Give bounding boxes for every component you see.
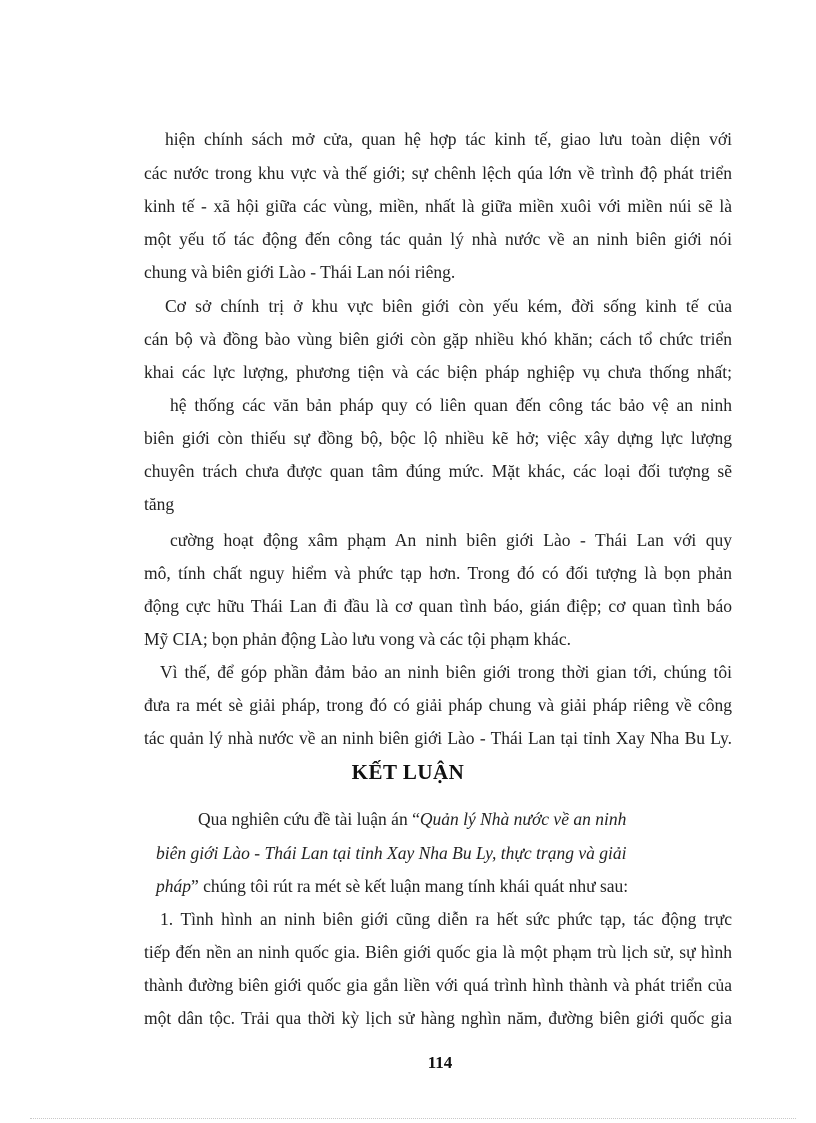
paragraph-line: mô, tính chất nguy hiểm và phức tạp hơn. Trong đó có đối tượng là bọn phản — [144, 563, 732, 583]
intro-closing-text: ” chúng tôi rút ra mét sè kết luận mang tính khái quát như sau: — [191, 876, 629, 896]
paragraph-line: cường hoạt động xâm phạm An ninh biên giới Lào - Thái Lan với quy — [170, 530, 732, 550]
paragraph-line: Mỹ CIA; bọn phản động Lào lưu vong và các tội phạm khác. — [144, 629, 571, 649]
paragraph-line: chuyên trách chưa được quan tâm đúng mức. Mặt khác, các loại đối tượng sẽ — [144, 461, 732, 481]
conclusion-line: một dân tộc. Trải qua thời kỳ lịch sử hàng nghìn năm, đường biên giới quốc gia — [144, 1008, 732, 1028]
paragraph-line: tác quản lý nhà nước về an ninh biên giới Lào - Thái Lan tại tỉnh Xay Nha Bu Ly. — [144, 728, 732, 748]
conclusion-line: 1. Tình hình an ninh biên giới cũng diễn ra hết sức phức tạp, tác động trực — [160, 909, 732, 929]
footer-divider — [30, 1118, 796, 1119]
paragraph-line: cán bộ và đồng bào vùng biên giới còn gặp nhiều khó khăn; cách tổ chức triển — [144, 329, 732, 349]
conclusion-line: tiếp đến nền an ninh quốc gia. Biên giới quốc gia là một phạm trù lịch sử, sự hình — [144, 942, 732, 962]
paragraph-line: kinh tế - xã hội giữa các vùng, miền, nhất là giữa miền xuôi với miền núi sẽ là — [144, 196, 732, 216]
page-number: 114 — [427, 1053, 453, 1072]
section-heading: KẾT LUẬN — [351, 760, 465, 784]
paragraph-line: chung và biên giới Lào - Thái Lan nói riêng. — [144, 262, 456, 282]
conclusion-line: thành đường biên giới quốc gia gắn liền với quá trình hình thành và phát triển của — [144, 975, 732, 995]
thesis-title-part-1: Quản lý Nhà nước về an ninh — [419, 809, 627, 829]
conclusion-intro-line-3 — [156, 875, 628, 897]
paragraph-line: biên giới còn thiếu sự đồng bộ, bộc lộ nhiều kẽ hở; việc xây dựng lực lượng — [144, 428, 732, 448]
paragraph-line: tăng — [144, 494, 175, 514]
intro-plain-text: Qua nghiên cứu đề tài luận án “ — [198, 809, 420, 829]
thesis-title-part-2: biên giới Lào - Thái Lan tại tỉnh Xay Nha Bu Ly, thực trạng và giải — [156, 843, 627, 863]
paragraph-line: hiện chính sách mở cửa, quan hệ hợp tác kinh tế, giao lưu toàn diện với — [165, 129, 732, 149]
conclusion-intro-line — [198, 808, 626, 830]
paragraph-line: đưa ra mét sè giải pháp, trong đó có giải pháp chung và giải pháp riêng về công — [144, 695, 732, 715]
paragraph-line: các nước trong khu vực và thế giới; sự chênh lệch qúa lớn về trình độ phát triển — [144, 163, 732, 183]
paragraph-line: Cơ sở chính trị ở khu vực biên giới còn yếu kém, đời sống kinh tế của — [165, 296, 732, 316]
paragraph-line: Vì thế, để góp phần đảm bảo an ninh biên giới trong thời gian tới, chúng tôi — [160, 662, 732, 682]
paragraph-line: hệ thống các văn bản pháp quy có liên quan đến công tác bảo vệ an ninh — [170, 395, 732, 415]
paragraph-line: khai các lực lượng, phương tiện và các biện pháp nghiệp vụ chưa thống nhất; — [144, 362, 732, 382]
paragraph-line: động cực hữu Thái Lan đi đầu là cơ quan tình báo, gián điệp; cơ quan tình báo — [144, 596, 732, 616]
paragraph-line: một yếu tố tác động đến công tác quản lý nhà nước về an ninh biên giới nói — [144, 229, 732, 249]
thesis-title-part-3: pháp — [156, 876, 191, 896]
